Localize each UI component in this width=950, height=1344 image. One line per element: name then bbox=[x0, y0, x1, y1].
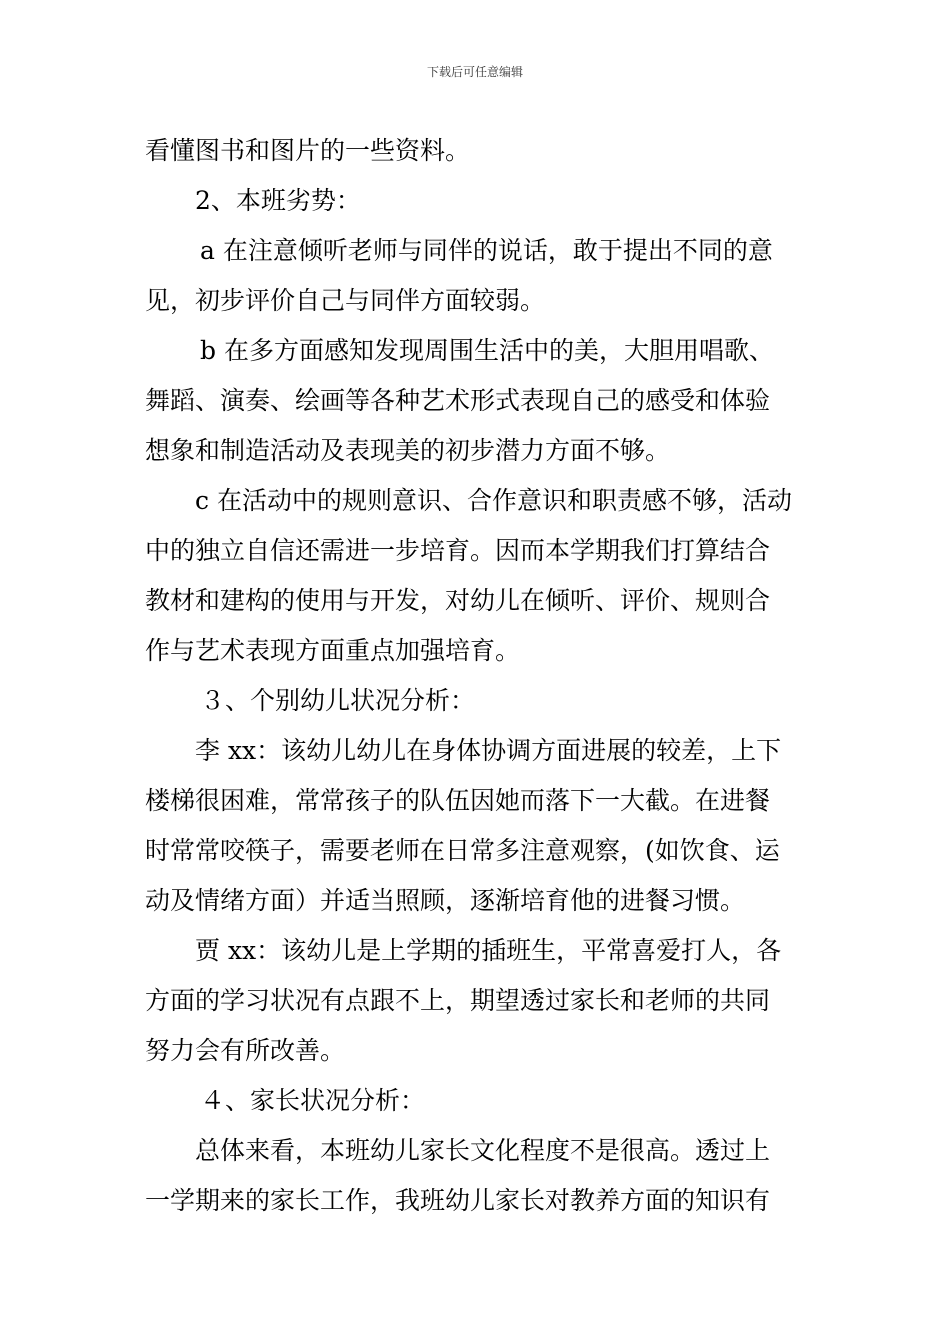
text-line: 总体来看，本班幼儿家长文化程度不是很高。透过上 bbox=[195, 1136, 771, 1165]
text-line: 一学期来的家长工作，我班幼儿家长对教养方面的知识有 bbox=[145, 1186, 771, 1215]
text-line: 动及情绪方面）并适当照顾，逐渐培育他的进餐习惯。 bbox=[145, 886, 746, 915]
text-line: ３、个别幼儿状况分析： bbox=[200, 686, 476, 715]
text-line: 努力会有所改善。 bbox=[145, 1036, 346, 1065]
text-line: 李 xx：该幼儿幼儿在身体协调方面进展的较差，上下 bbox=[195, 736, 782, 765]
text-line: 时常常咬筷子，需要老师在日常多注意观察，(如饮食、运 bbox=[145, 836, 780, 865]
text-line: 看懂图书和图片的一些资料。 bbox=[145, 136, 471, 165]
text-line: 舞蹈、演奏、绘画等各种艺术形式表现自己的感受和体验 bbox=[145, 386, 771, 415]
text-line: 作与艺术表现方面重点加强培育。 bbox=[145, 636, 521, 665]
text-line: 楼梯很困难，常常孩子的队伍因她而落下一大截。在进餐 bbox=[145, 786, 771, 815]
page-header: 下载后可任意编辑 bbox=[426, 65, 523, 79]
text-line: 中的独立自信还需进一步培育。因而本学期我们打算结合 bbox=[145, 536, 771, 565]
text-line: c 在活动中的规则意识、合作意识和职责感不够，活动 bbox=[195, 486, 792, 515]
text-line: 见，初步评价自己与同伴方面较弱。 bbox=[145, 286, 546, 315]
text-line: 2、本班劣势： bbox=[195, 186, 361, 215]
text-line: b 在多方面感知发现周围生活中的美，大胆用唱歌、 bbox=[200, 336, 774, 365]
text-line: 贾 xx：该幼儿是上学期的插班生，平常喜爱打人，各 bbox=[195, 936, 782, 965]
text-line: 想象和制造活动及表现美的初步潜力方面不够。 bbox=[145, 436, 671, 465]
text-line: 教材和建构的使用与开发，对幼儿在倾听、评价、规则合 bbox=[145, 586, 771, 615]
text-line: ４、家长状况分析： bbox=[200, 1086, 426, 1115]
text-line: a 在注意倾听老师与同伴的说话，敢于提出不同的意 bbox=[200, 236, 773, 265]
text-line: 方面的学习状况有点跟不上，期望透过家长和老师的共同 bbox=[145, 986, 771, 1015]
document-body bbox=[145, 126, 810, 1226]
